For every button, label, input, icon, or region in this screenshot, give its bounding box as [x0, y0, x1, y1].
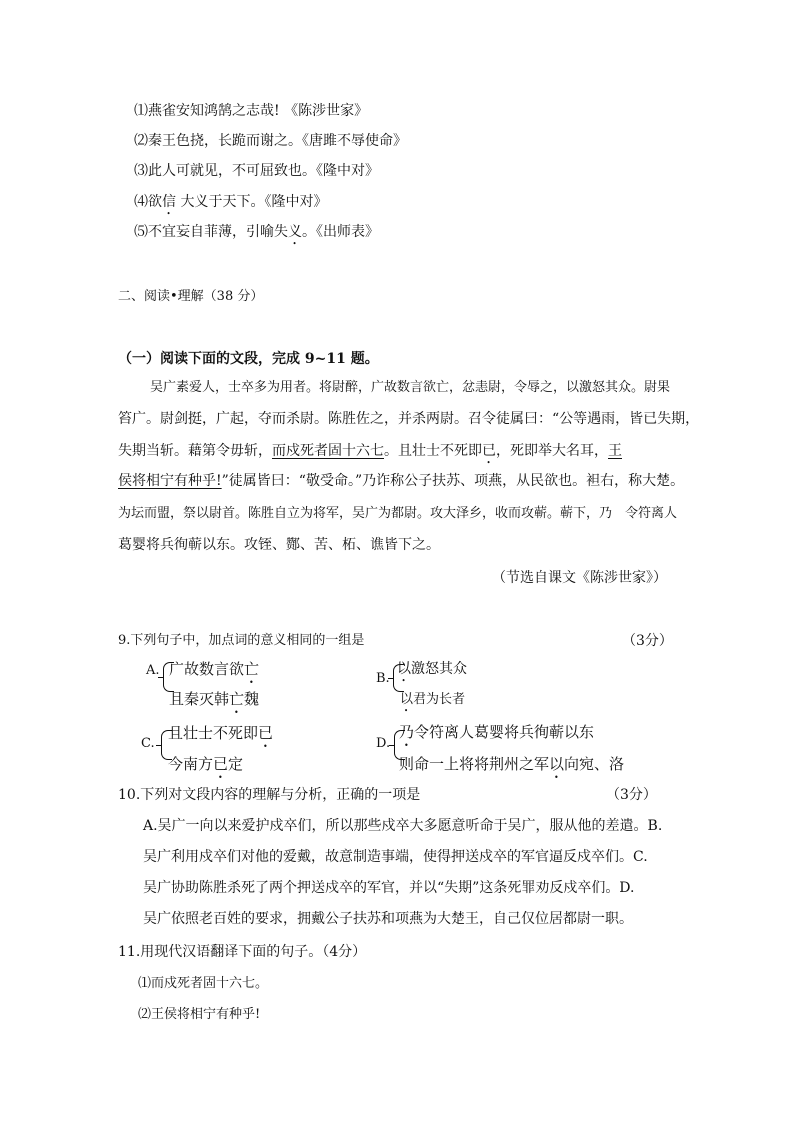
passage-line-2: 笞广。尉剑挺，广起，夺而杀尉。陈胜佐之，并杀两尉。召令徒属曰：“公等遇雨，皆已失期， — [118, 411, 700, 427]
q9-option-d-label: D. — [376, 736, 391, 751]
passage-line-5: 为坛而盟，祭以尉首。陈胜自立为将军，吴广为都尉。攻大泽乡，收而攻蕲。蕲下，乃 令符离人 — [118, 506, 678, 521]
vocab-item-3: ⑶此人可就见，不可屈致也。《隆中对》 — [134, 163, 379, 179]
passage-source: （节选自课文《陈涉世家》） — [492, 570, 667, 586]
q10-score: （3分） — [606, 787, 657, 803]
vocab-item-4: ⑷欲信 大义于天下。《隆中对》 — [134, 194, 328, 210]
q10-line-4: 吴广依照老百姓的要求，拥戴公子扶苏和项燕为大楚王，自己仅位居都尉一职。 — [143, 911, 633, 927]
vocab-item-1: ⑴燕雀安知鸿鹄之志哉! 《陈涉世家》 — [134, 103, 369, 119]
q9-option-a-top: 广故数言欲亡 — [169, 660, 260, 678]
q9-option-d-top: 乃令符离人葛婴将兵徇蕲以东 — [399, 723, 595, 741]
q11-stem: 11.用现代汉语翻译下面的句子。（4分） — [118, 944, 367, 960]
q9-option-b-top: 以激怒其众 — [397, 661, 467, 677]
q9-option-c-bottom: 今南方已定 — [168, 755, 244, 773]
vocab-item-5: ⑸不宜妄自菲薄，引喻失义。《出师表》 — [134, 224, 379, 240]
q11-line-2: ⑵王侯将相宁有种乎! — [138, 1007, 261, 1022]
passage-line-4: 侯将相宁有种乎!”徒属皆曰：“敬受命。”乃诈称公子扶苏、项燕，从民欲也。袒右，称大楚。 — [118, 473, 685, 489]
q9-option-a-bottom: 且秦灭韩亡魏 — [169, 690, 260, 708]
passage-line-1: 吴广素爱人，士卒多为用者。将尉醉，广故数言欲亡，忿恚尉，令辱之，以激怒其众。尉果 — [150, 380, 671, 395]
passage-line-3: 失期当斩。藉第令毋斩，而戍死者固十六七。且壮士不死即已，死即举大名耳，王 — [118, 443, 622, 459]
q10-line-2: 吴广利用戍卒们对他的爱戴，故意制造事端，使得押送戍卒的军官逼反戍卒们。C. — [143, 849, 648, 865]
vocab-item-2: ⑵秦王色挠，长跪而谢之。《唐雎不辱使命》 — [134, 133, 407, 149]
passage-line-6: 葛婴将兵徇蕲以东。攻铚、酂、苦、柘、谯皆下之。 — [118, 537, 440, 553]
q9-option-a-label: A. — [146, 663, 160, 678]
section-title: 二、阅读•理解（38 分） — [118, 289, 264, 304]
q11-line-1: ⑴而戍死者固十六七。 — [138, 976, 269, 991]
q9-option-c-top: 且壮士不死即已 — [168, 724, 274, 742]
q9-option-b-label: B. — [376, 671, 390, 686]
q10-line-3: 吴广协助陈胜杀死了两个押送戍卒的军官，并以“失期”这条死罪劝反戍卒们。D. — [143, 880, 635, 896]
q9-stem: 9.下列句子中，加点词的意义相同的一组是 — [118, 633, 365, 648]
q10-stem: 10.下列对文段内容的理解与分析，正确的一项是 — [118, 787, 421, 803]
underlined-sentence-2: 侯将相宁有种乎! — [118, 473, 222, 489]
q10-line-1: A.吴广一向以来爱护戍卒们，所以那些戍卒大多愿意听命于吴广，服从他的差遣。B. — [143, 818, 663, 834]
q9-option-d-bottom: 则命一上将将荆州之军以向宛、洛 — [399, 755, 625, 773]
underlined-sentence-1: 而戍死者固十六七 — [272, 443, 384, 459]
q9-score: （3分） — [622, 633, 673, 649]
q9-option-b-bottom: 以君为长者 — [400, 692, 466, 707]
q9-option-c-label: C. — [141, 736, 155, 751]
passage-heading: （一）阅读下面的文段，完成 9~11 题。 — [118, 351, 379, 367]
